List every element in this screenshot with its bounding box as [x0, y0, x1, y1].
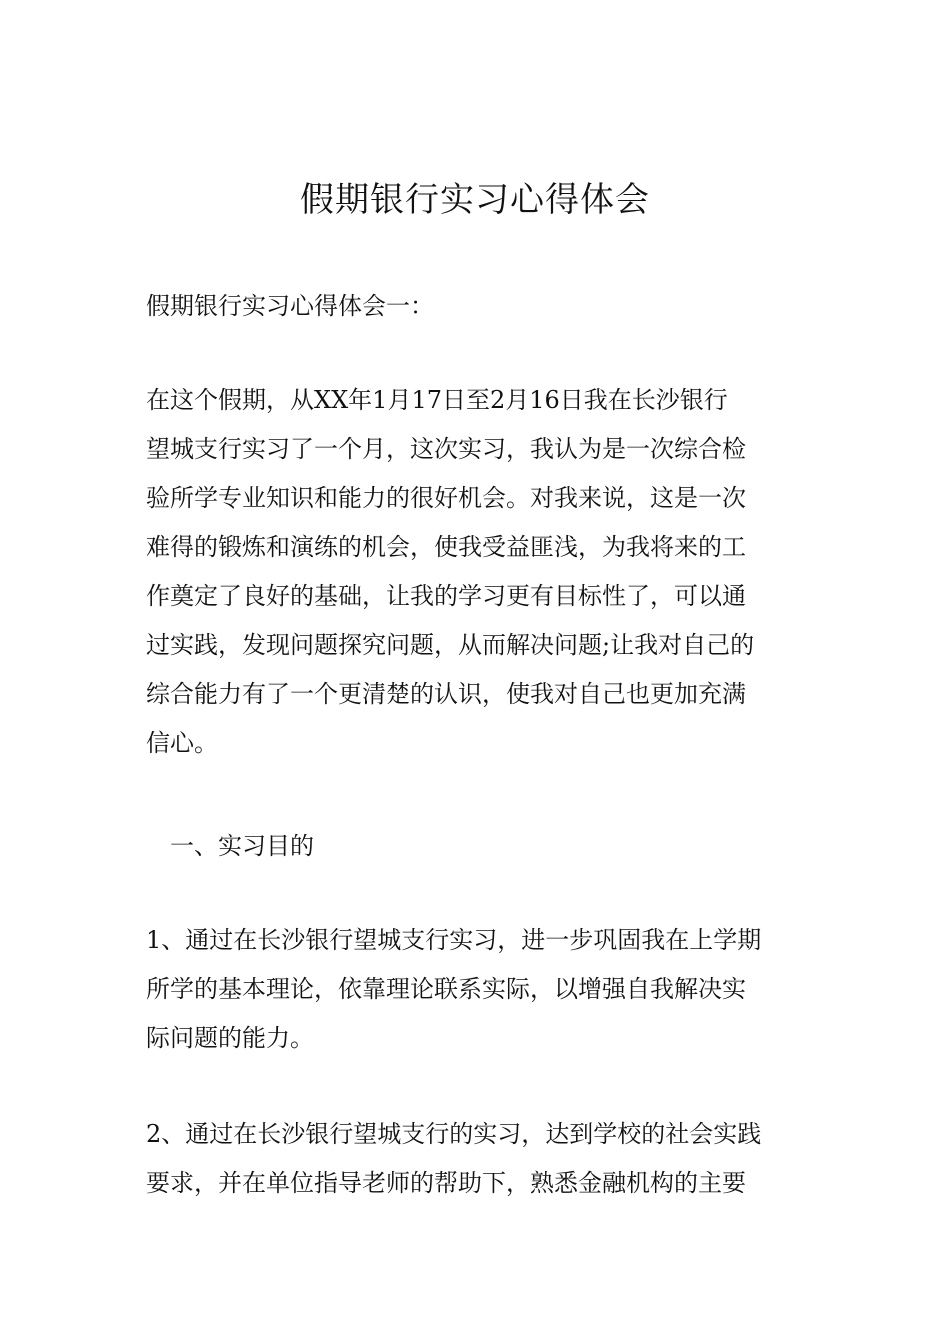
- paragraph-line: 信心。: [146, 729, 218, 757]
- paragraph-line: 所学的基本理论，依靠理论联系实际，以增强自我解决实: [146, 975, 746, 1003]
- document-subtitle: 假期银行实习心得体会一：: [146, 292, 434, 320]
- paragraph-line: 望城支行实习了一个月，这次实习，我认为是一次综合检: [146, 435, 746, 463]
- paragraph-line: 1、通过在长沙银行望城支行实习，进一步巩固我在上学期: [146, 926, 762, 954]
- section-heading: 一、实习目的: [170, 832, 314, 860]
- paragraph-line: 际问题的能力。: [146, 1024, 314, 1052]
- paragraph-line: 在这个假期，从XX年1月17日至2月16日我在长沙银行: [146, 386, 728, 414]
- list-item: [146, 1110, 808, 1208]
- paragraph-line: 验所学专业知识和能力的很好机会。对我来说，这是一次: [146, 484, 746, 512]
- paragraph-line: 过实践，发现问题探究问题，从而解决问题;让我对自己的: [146, 631, 755, 659]
- paragraph-line: 难得的锻炼和演练的机会，使我受益匪浅，为我将来的工: [146, 533, 746, 561]
- list-item: [146, 916, 808, 1063]
- paragraph-line: 作奠定了良好的基础，让我的学习更有目标性了，可以通: [146, 582, 746, 610]
- intro-paragraph: [146, 376, 808, 768]
- paragraph-line: 要求，并在单位指导老师的帮助下，熟悉金融机构的主要: [146, 1169, 746, 1197]
- paragraph-line: 2、通过在长沙银行望城支行的实习，达到学校的社会实践: [146, 1120, 762, 1148]
- paragraph-line: 综合能力有了一个更清楚的认识，使我对自己也更加充满: [146, 680, 746, 708]
- document-title: 假期银行实习心得体会: [300, 180, 650, 220]
